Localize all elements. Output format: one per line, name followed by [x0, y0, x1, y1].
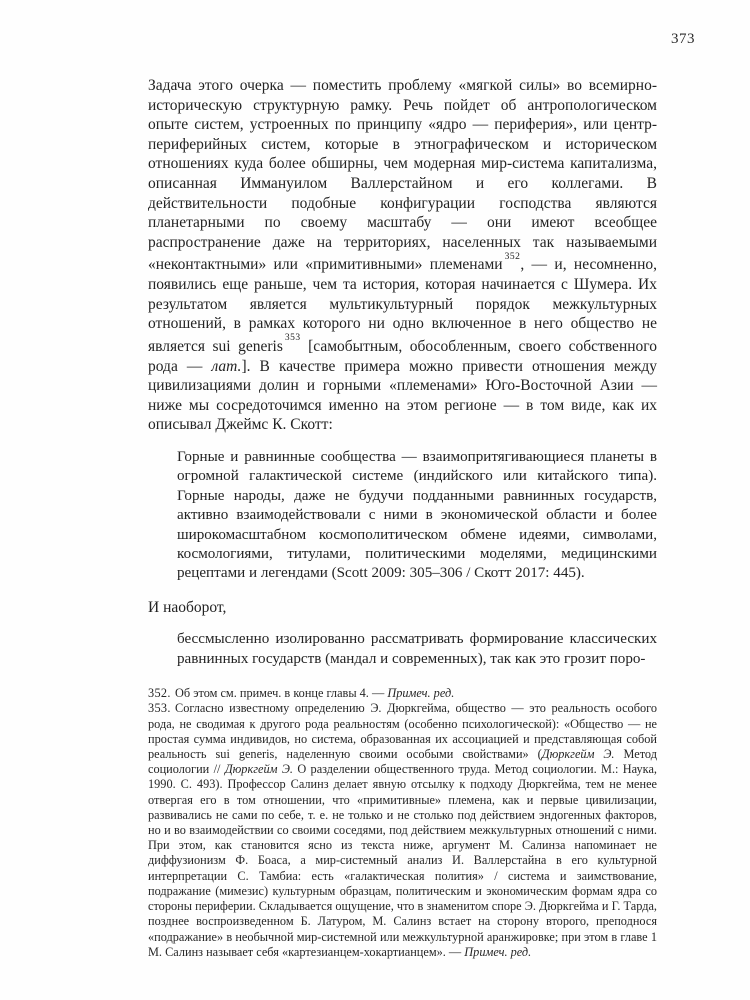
footnote-353	[148, 701, 657, 959]
blockquote-scott	[177, 448, 657, 584]
footnote-352	[148, 686, 657, 701]
editor-note: Примеч. ред.	[387, 686, 455, 701]
editor-note: Примеч. ред.	[464, 944, 532, 959]
page-number: 373	[671, 31, 695, 47]
connector-paragraph: И наоборот,	[148, 598, 227, 616]
main-paragraph-text: [самобытным, обособленным, своего собственного рода —	[148, 338, 658, 375]
author-name: Дюркгейм Э.	[224, 762, 293, 777]
main-paragraph	[148, 76, 657, 435]
footnote-ref-352: 352	[504, 251, 521, 262]
blockquote-continuation-text: бессмысленно изолированно рассматривать формирование классических равнинных государств (мандал и современных), так как это грозит поро-	[177, 631, 657, 667]
footnote-352-text: Об этом см. примеч. в конце главы 4. —	[175, 686, 388, 701]
footnote-353-text: Согласно известному определению Э. Дюркгейма, общество — это реальность особого рода, не сводимая к другого рода реальностям (особенно психологической): «Общество — не простая сумма индивидов, но система, образованная их ассоциацией и представляющая собой реальность sui generis, наделенную своими особыми свойствами» (	[148, 701, 657, 762]
main-paragraph-text: ]. В качестве примера можно привести отношения между цивилизациями долин и горными «племенами» Юго-Восточной Азии — ниже мы сосредоточимся именно на этом регионе — в том виде, как их описывал Джеймс К. Скотт:	[148, 357, 657, 434]
footnote-number: 352.	[148, 686, 171, 701]
footnotes-section	[148, 686, 657, 960]
author-name: Дюркгейм Э.	[541, 747, 615, 762]
footnote-number: 353.	[148, 701, 171, 716]
latin-gloss: лат.	[211, 357, 242, 375]
text-block	[148, 76, 657, 960]
footnote-ref-353: 353	[284, 333, 301, 344]
main-paragraph-text: Задача этого очерка — поместить проблему «мягкой силы» во всемирно-историческую структурную рамку. Речь пойдет об антропологическом опыте систем, устроенных по принципу «ядро — периферия», или центр-периферийных систем, которые в этнографическом и историческом отношениях куда более обширны, чем модерная мир-система капитализма, описанная Иммануилом Валлерстайном и его коллегами. В действительности подобные конфигурации господства являются планетарными по своему масштабу — они имеют всеобщее распространение даже на территориях, населенных так называемыми «неконтактными» или «примитивными» племенами	[148, 77, 657, 274]
blockquote-continuation	[177, 630, 657, 669]
main-paragraph-text: , — и, несомненно, появились еще раньше, чем та история, которая начинается с Шумера. Их результатом является мультикультурный порядок межкультурных отношений, в рамках которого ни одно включенное в него общество не является sui generis	[148, 256, 658, 356]
blockquote-scott-text: Горные и равнинные сообщества — взаимопритягивающиеся планеты в огромной галактической системе (индийского или китайского типа). Горные народы, даже не будучи подданными равнинных государств, активно взаимодействовали с ними в экономической области и более широкомасштабном космополитическом обмене идеями, символами, космологиями, титулами, политическими моделями, медицинскими рецептами и легендами (Scott 2009: 305–306 / Скотт 2017: 445).	[177, 449, 657, 582]
footnote-353-text: Метод социологии //	[148, 747, 657, 777]
footnote-353-text: О разделении общественного труда. Метод социологии. М.: Наука, 1990. С. 493). Профессор Салинз делает явную отсылку к подходу Дюркгейма, тем не менее отвергая его в том отношении, что «примитивные» племена, как и первые цивилизации, развивались не сами по себе, т. е. не только и не столько под действием эндогенных факторов, но и во взаимодействии со своими соседями, под действием межкультурных отношений с ними. При этом, как становится ясно из текста ниже, аргумент М. Салинза напоминает не диффузионизм Ф. Боаса, а мир-системный анализ И. Валлерстайна в его культурной интерпретации С. Тамбиа: есть «галактическая полития» / система и заимствование, подражание (мимезис) культурным образцам, политическим и экономическим формам ядра со стороны периферии. Складывается ощущение, что в знаменитом споре Э. Дюркгейма и Г. Тарда, позднее воспроизведенном Б. Латуром, М. Салинз встает на сторону второго, преподнося «подражание» в необычной мир-системной или межкультурной аранжировке; при этом в главе 1 М. Салинз называет себя «картезианцем-хокартианцем». —	[148, 762, 657, 959]
